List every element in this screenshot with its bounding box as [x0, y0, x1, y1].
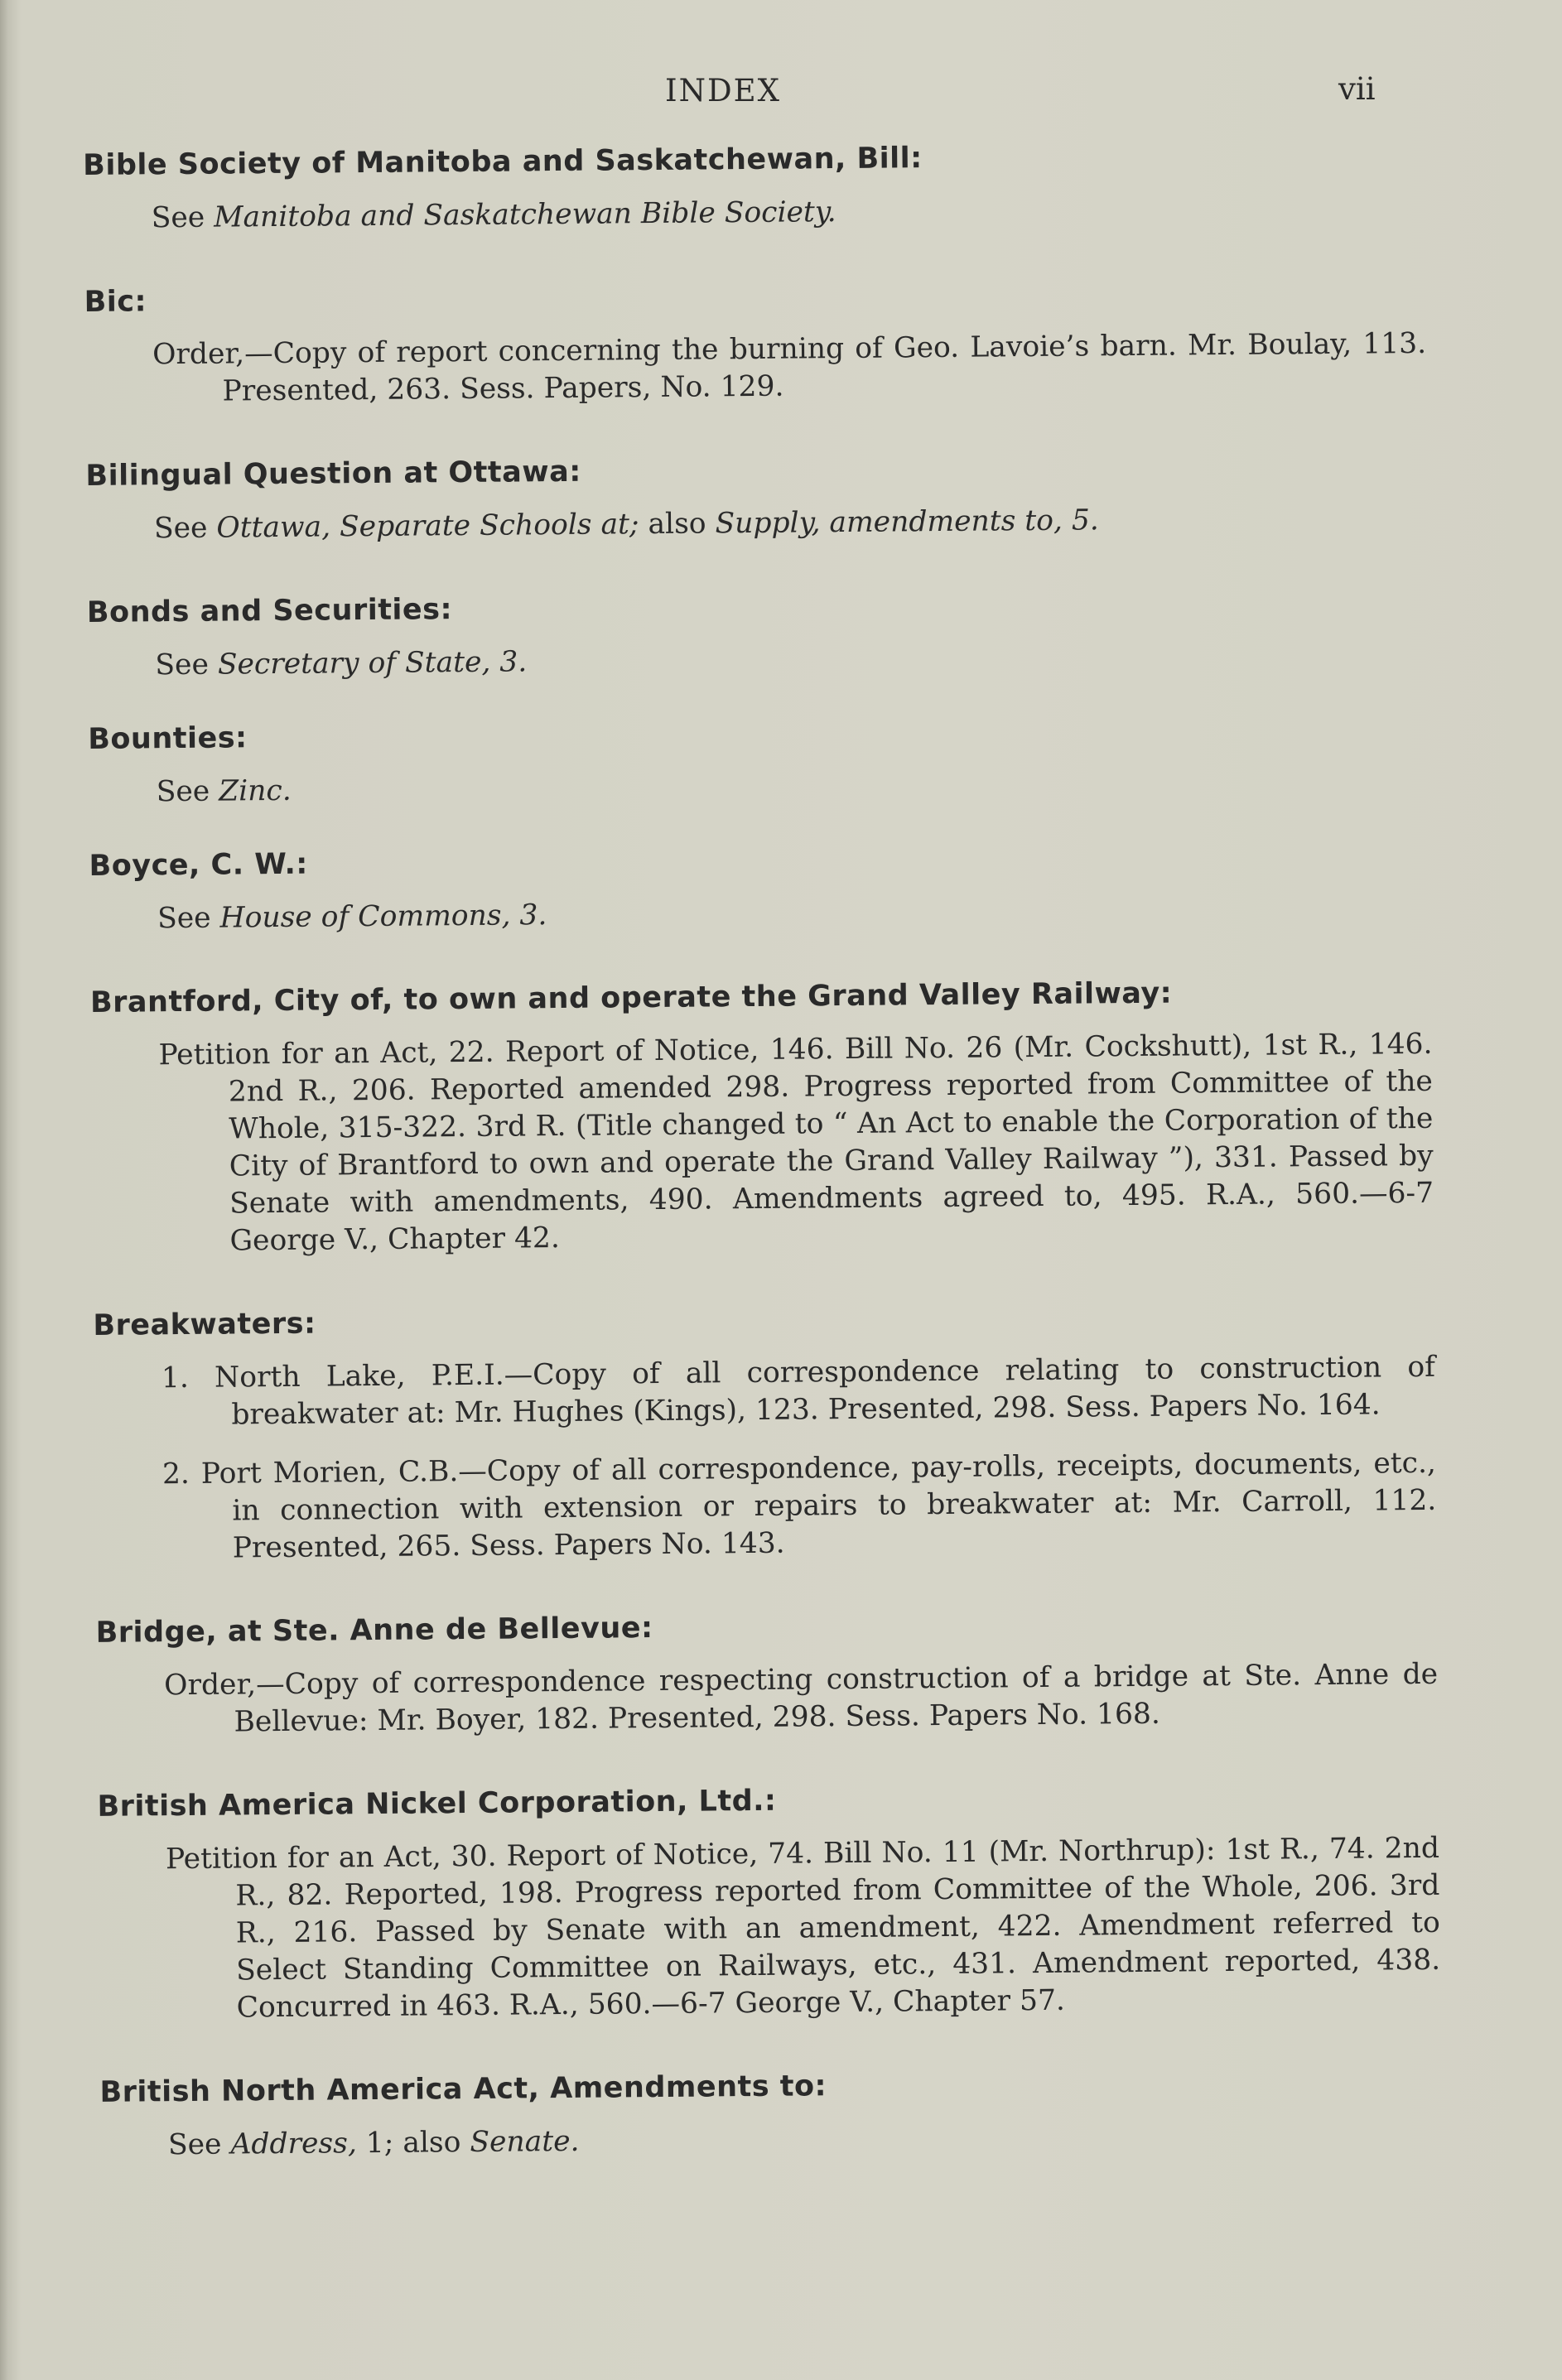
page-number: vii	[1338, 71, 1376, 107]
cross-reference: Secretary of State, 3.	[217, 645, 528, 682]
entry-heading: British North America Act, Amendments to:	[99, 2069, 827, 2109]
index-entries	[83, 137, 1443, 2213]
see-word: See	[156, 774, 210, 809]
cross-reference: Address,	[230, 2127, 358, 2161]
entry-heading: Brantford, City of, to own and operate the Grand Valley Railway:	[89, 976, 1173, 1019]
index-entry	[89, 838, 1431, 938]
entry-body	[168, 2116, 1442, 2164]
cross-reference: Senate.	[470, 2124, 580, 2160]
entry-heading: Breakwaters:	[93, 1307, 316, 1342]
entry-heading: Bounties:	[88, 721, 248, 756]
also-word: also	[648, 507, 706, 542]
entry-body	[152, 189, 1425, 237]
entry-heading: Bilingual Question at Ottawa:	[85, 455, 581, 493]
entry-body	[155, 636, 1429, 684]
index-entry	[87, 585, 1429, 685]
entry-heading: Bonds and Securities:	[86, 593, 453, 629]
cross-reference: Zinc.	[219, 773, 292, 808]
index-entry	[90, 975, 1434, 1261]
locator-text: 1; also	[365, 2126, 461, 2161]
cross-reference: Ottawa, Separate Schools at;	[216, 508, 639, 545]
entry-heading: Boyce, C. W.:	[89, 847, 308, 883]
see-word: See	[167, 2127, 222, 2162]
index-entry	[88, 711, 1430, 812]
entry-heading: Bible Society of Manitoba and Saskatchewan, Bill:	[83, 142, 923, 182]
entry-body: Petition for an Act, 22. Report of Notice, 146. Bill No. 26 (Mr. Cockshutt), 1st R., 146. 2nd R., 206. Reported amended 298. Progress reported from Committee of the Whole, 315-322. 3rd R. (Title changed to “ An Act to enable the Corporation of the City of Brantford to own and operate the Grand Valley Railway ”), 331. Passed by Senate with amendments, 490. Amendments agreed to, 495. R.A., 560.—6-7 George V., Chapter 42.	[158, 1027, 1434, 1258]
entry-heading: Bic:	[84, 285, 147, 319]
entry-body	[157, 889, 1431, 937]
entry-heading: Bridge, at Ste. Anne de Bellevue:	[95, 1612, 653, 1650]
see-word: See	[151, 200, 205, 235]
cross-reference: Manitoba and Saskatchewan Bible Society.	[213, 195, 836, 234]
index-entry	[97, 1779, 1440, 2028]
running-head-title: INDEX	[665, 73, 782, 108]
cross-reference: House of Commons, 3.	[219, 899, 547, 935]
cross-reference: Supply, amendments to, 5.	[715, 503, 1099, 541]
see-word: See	[153, 511, 208, 546]
entry-body: Petition for an Act, 30. Report of Notice, 74. Bill No. 11 (Mr. Northrup): 1st R., 74. 2nd R., 82. Reported, 198. Progress reported from Committee of the Whole, 206. 3rd R., 216. Passed by Senate with an amendment, 422. Amendment referred to Select Standing Committee on Railways, etc., 431. Amendment reported, 438. Concurred in 463. R.A., 560.—6-7 George V., Chapter 57.	[165, 1831, 1441, 2025]
entry-list-item: 1. North Lake, P.E.I.—Copy of all correspondence relating to construction of breakwater at: Mr. Hughes (Kings), 123. Presented, 298. Sess. Papers No. 164.	[161, 1350, 1436, 1432]
entry-list-item: 2. Port Morien, C.B.—Copy of all correspondence, pay-rolls, receipts, documents, etc., in connection with extension or repairs to breakwater at: Mr. Carroll, 112. Presented, 265. Sess. Papers No. 143.	[162, 1446, 1437, 1565]
running-head	[0, 73, 1562, 114]
entry-heading: British America Nickel Corporation, Ltd.:	[97, 1784, 777, 1824]
see-word: See	[155, 648, 210, 682]
index-entry	[83, 137, 1425, 238]
entry-body	[154, 499, 1428, 547]
see-word: See	[157, 901, 211, 936]
entry-body: Order,—Copy of correspondence respecting construction of a bridge at Ste. Anne de Bellevue: Mr. Boyer, 182. Presented, 298. Sess. Papers No. 168.	[164, 1657, 1439, 1739]
index-entry	[85, 448, 1428, 548]
index-entry	[95, 1605, 1438, 1742]
index-entry	[99, 2064, 1442, 2165]
index-entry	[93, 1298, 1437, 1568]
index-entry	[84, 274, 1426, 412]
entry-body	[157, 763, 1430, 811]
entry-body: Order,—Copy of report concerning the burning of Geo. Lavoie’s barn. Mr. Boulay, 113. Presented, 263. Sess. Papers, No. 129.	[152, 326, 1427, 408]
